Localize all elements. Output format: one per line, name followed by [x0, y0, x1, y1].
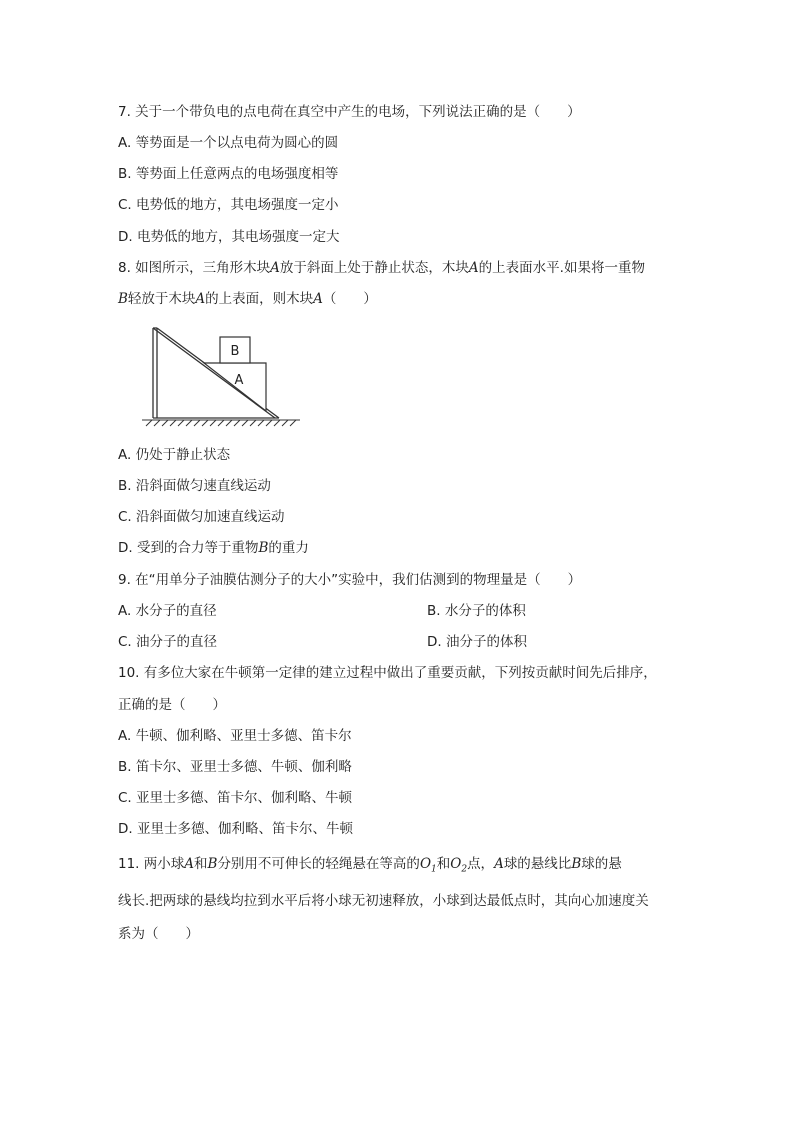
q8-option-a: A. 仍处于静止状态 — [118, 447, 231, 463]
q9-stem: 9. 在“用单分子油膜估测分子的大小”实验中，我们估测到的物理量是（ ） — [118, 572, 582, 588]
q7-stem: 7. 关于一个带负电的点电荷在真空中产生的电场，下列说法正确的是（ ） — [118, 104, 581, 120]
var-B: B — [207, 856, 218, 872]
q8-option-c: C. 沿斜面做匀加速直线运动 — [118, 509, 285, 525]
q9-option-b: B. 水分子的体积 — [427, 603, 526, 619]
var-O1: $O_1$ — [419, 856, 437, 875]
q7-option-a: A. 等势面是一个以点电荷为圆心的圆 — [118, 135, 339, 151]
q7-option-d: D. 电势低的地方，其电场强度一定大 — [118, 229, 340, 245]
var-A: A — [270, 260, 280, 276]
q9-option-a: A. 水分子的直径 — [118, 603, 217, 619]
var-B: B — [571, 856, 582, 872]
var-A: A — [313, 291, 323, 307]
q8-option-b: B. 沿斜面做匀速直线运动 — [118, 478, 271, 494]
var-A: A — [494, 856, 504, 872]
var-A: A — [468, 260, 479, 276]
q11-stem-line3: 系为（ ） — [118, 926, 199, 942]
q7-option-b: B. 等势面上任意两点的电场强度相等 — [118, 166, 339, 182]
q10-option-b: B. 笛卡尔、亚里士多德、牛顿、伽利略 — [118, 759, 352, 775]
q8-stem-line2: B轻放于木块A的上表面，则木块A（ ） — [118, 291, 377, 307]
q9-option-d: D. 油分子的体积 — [427, 634, 527, 650]
var-A: A — [184, 856, 195, 872]
q10-option-c: C. 亚里士多德、笛卡尔、伽利略、牛顿 — [118, 790, 353, 806]
var-O2: $O_2$ — [450, 856, 468, 875]
q10-stem-line1: 10. 有多位大家在牛顿第一定律的建立过程中做出了重要贡献，下列按贡献时间先后排序， — [118, 665, 657, 681]
q10-option-a: A. 牛顿、伽利略、亚里士多德、笛卡尔 — [118, 728, 352, 744]
q11-stem-line2: 线长.把两球的悬线均拉到水平后将小球无初速释放，小球到达最低点时，其向心加速度关 — [118, 893, 649, 909]
q10-stem-line2: 正确的是（ ） — [118, 697, 226, 713]
q9-option-c: C. 油分子的直径 — [118, 634, 218, 650]
label-B: B — [230, 344, 240, 359]
incline-figure — [140, 322, 305, 434]
q10-option-d: D. 亚里士多德、伽利略、笛卡尔、牛顿 — [118, 821, 353, 837]
q8-option-d: D. 受到的合力等于重物B的重力 — [118, 540, 309, 556]
label-A: A — [234, 373, 244, 388]
var-B: B — [118, 291, 128, 307]
q8-stem-line1: 8. 如图所示，三角形木块A放于斜面上处于静止状态，木块A的上表面水平.如果将一重物 — [118, 260, 645, 276]
var-B: B — [258, 540, 269, 556]
ground-hatching — [142, 420, 300, 426]
q11-stem-line1: 11. 两小球A和B分别用不可伸长的轻绳悬在等高的$O_1$和$O_2$点，A球的悬线比B球的悬 — [118, 856, 622, 875]
q7-option-c: C. 电势低的地方，其电场强度一定小 — [118, 197, 339, 213]
var-A: A — [195, 291, 206, 307]
